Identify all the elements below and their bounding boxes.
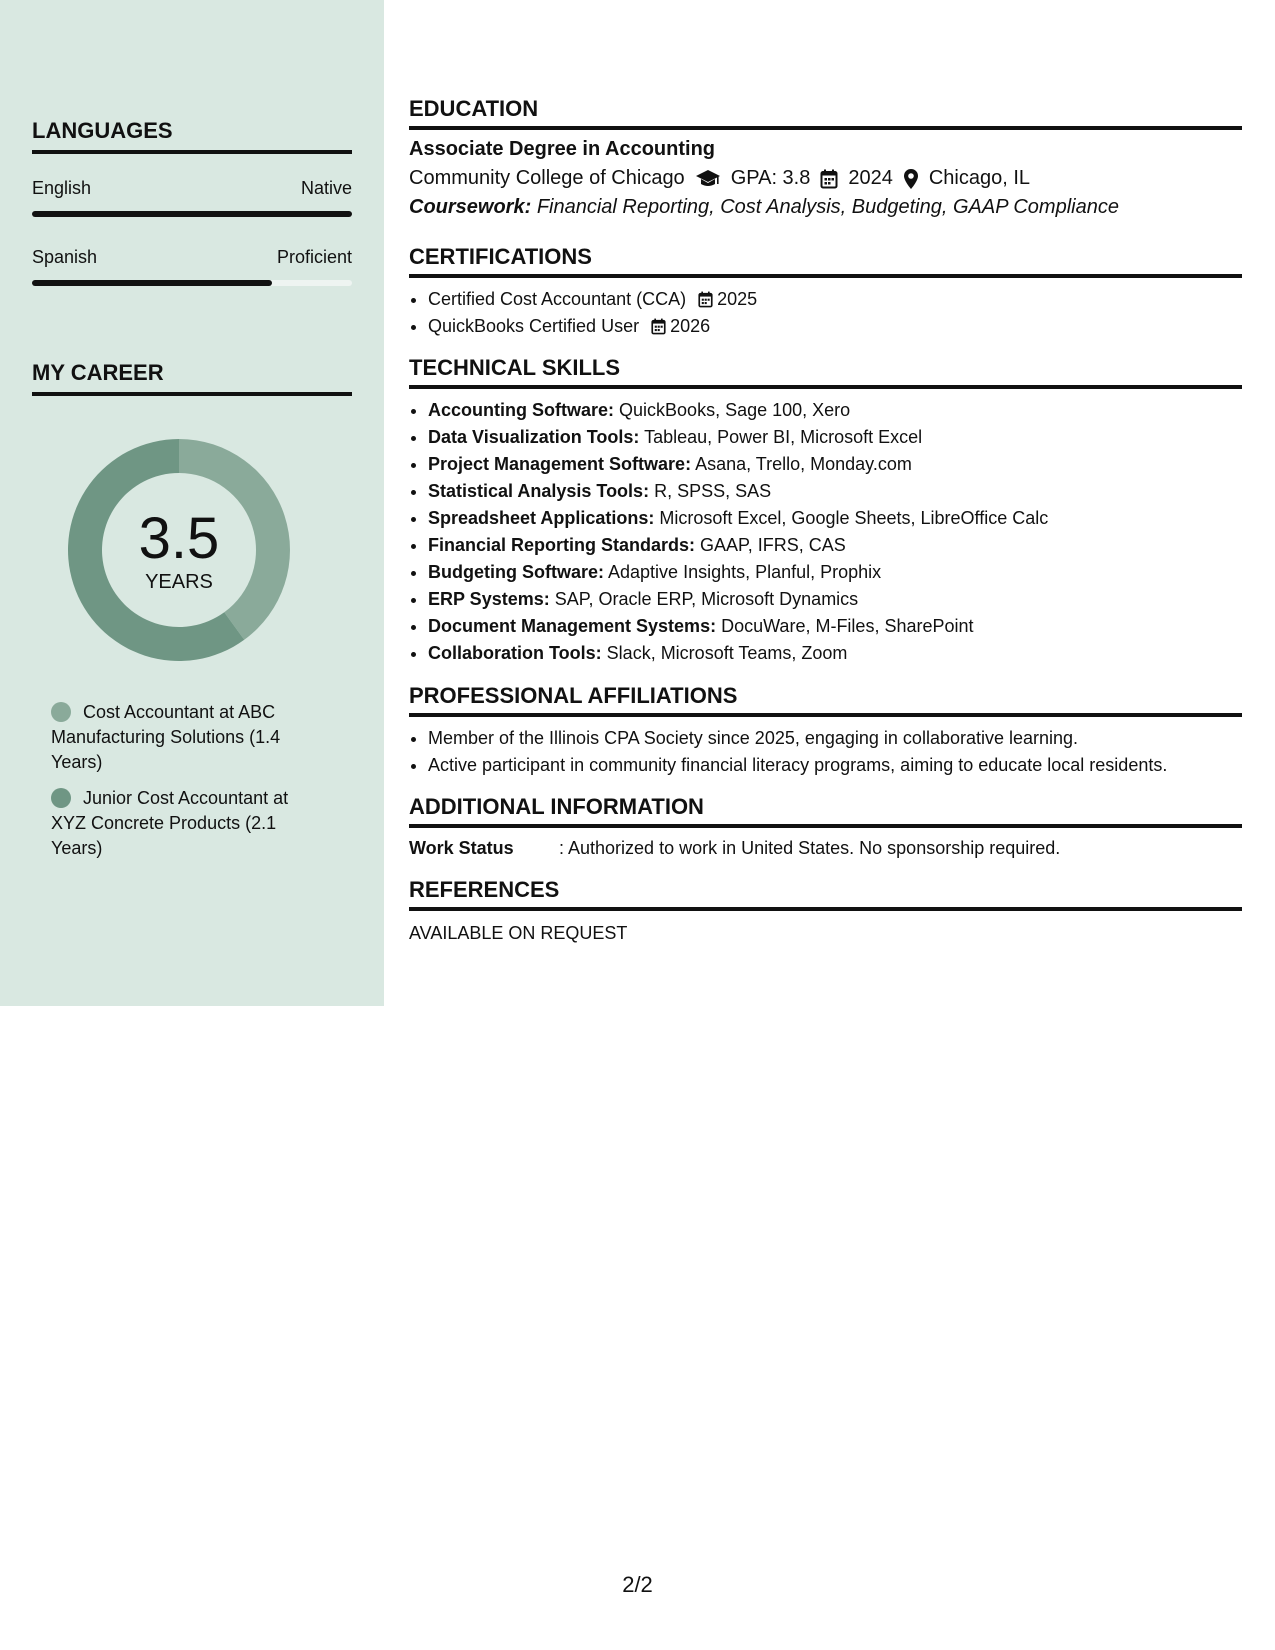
references-text: AVAILABLE ON REQUEST (409, 923, 628, 943)
language-name: Spanish (32, 247, 98, 267)
skill-value: Slack, Microsoft Teams, Zoom (606, 643, 848, 663)
calendar-icon (651, 318, 666, 335)
language-level-bar (32, 280, 352, 286)
calendar-icon (820, 169, 838, 189)
list-item (428, 286, 1242, 313)
gpa: GPA: 3.8 (730, 167, 811, 189)
affiliations-list (409, 725, 1242, 779)
skill-label: Spreadsheet Applications: (428, 508, 655, 528)
skill-label: Project Management Software: (428, 454, 692, 474)
list-item (428, 424, 1242, 451)
skill-value: GAAP, IFRS, CAS (700, 535, 846, 555)
work-status-label: Work Status (409, 838, 514, 858)
sidebar (0, 0, 384, 1006)
certification-year: 2026 (670, 316, 711, 336)
language-row (32, 178, 352, 199)
list-item (428, 397, 1242, 424)
skill-value: Tableau, Power BI, Microsoft Excel (644, 427, 923, 447)
coursework-label: Coursework: (409, 196, 532, 218)
career-years-unit: YEARS (145, 571, 213, 593)
certifications-section (409, 244, 1242, 340)
calendar-icon (698, 291, 713, 308)
list-item (428, 613, 1242, 640)
skill-label: Accounting Software: (428, 400, 615, 420)
list-item (428, 478, 1242, 505)
skill-label: Data Visualization Tools: (428, 427, 640, 447)
language-name: English (32, 178, 92, 198)
skill-label: ERP Systems: (428, 589, 550, 609)
skill-label: Budgeting Software: (428, 562, 604, 582)
career-donut-chart (66, 437, 292, 663)
list-item: • Active participant in community financial literacy programs, aiming to educate local residents. (428, 752, 1242, 779)
language-row (32, 247, 352, 268)
skill-value: DocuWare, M-Files, SharePoint (721, 616, 974, 636)
language-level-fill (32, 280, 272, 286)
career-item (51, 700, 311, 775)
languages-title: LANGUAGES (32, 118, 352, 154)
graduation-year: 2024 (848, 167, 893, 189)
list-item (428, 505, 1242, 532)
skills-list (409, 397, 1242, 667)
certification-year: 2025 (717, 289, 758, 309)
skills-section (409, 355, 1242, 667)
school-location: Chicago, IL (928, 167, 1031, 189)
languages-section (32, 118, 352, 286)
skill-value: Microsoft Excel, Google Sheets, LibreOffice Calc (659, 508, 1049, 528)
skill-label: Collaboration Tools: (428, 643, 602, 663)
career-total-years: 3.5 (138, 506, 220, 571)
skill-label: Document Management Systems: (428, 616, 717, 636)
graduation-cap-icon (695, 169, 721, 189)
work-status-value: : Authorized to work in United States. No sponsorship required. (559, 838, 1061, 858)
career-section (32, 360, 352, 396)
list-item (428, 640, 1242, 667)
references-section (409, 877, 1242, 944)
skills-title: TECHNICAL SKILLS (409, 355, 1242, 389)
skill-value: QuickBooks, Sage 100, Xero (619, 400, 851, 420)
school-name: Community College of Chicago (409, 167, 685, 189)
career-item-label: Junior Cost Accountant at XYZ Concrete Products (2.1 Years) (51, 788, 289, 858)
career-item (51, 786, 311, 861)
certification-name: • QuickBooks Certified User (428, 316, 640, 336)
language-level: Proficient (276, 247, 352, 267)
skill-value: R, SPSS, SAS (654, 481, 772, 501)
certification-name: • Certified Cost Accountant (CCA) (428, 289, 687, 309)
affiliations-title: PROFESSIONAL AFFILIATIONS (409, 683, 1242, 717)
skill-value: SAP, Oracle ERP, Microsoft Dynamics (554, 589, 859, 609)
degree-name: Associate Degree in Accounting (409, 138, 715, 160)
list-item (428, 586, 1242, 613)
skill-value: Adaptive Insights, Planful, Prophix (608, 562, 882, 582)
list-item (428, 532, 1242, 559)
education-title: EDUCATION (409, 96, 1242, 130)
list-item: • Member of the Illinois CPA Society since 2025, engaging in collaborative learning. (428, 725, 1242, 752)
language-level-bar (32, 211, 352, 217)
language-level: Native (300, 178, 352, 198)
references-title: REFERENCES (409, 877, 1242, 911)
career-dot-icon (51, 702, 71, 722)
donut-center (66, 437, 292, 663)
certifications-title: CERTIFICATIONS (409, 244, 1242, 278)
education-details (409, 167, 1242, 190)
coursework-value: Financial Reporting, Cost Analysis, Budgeting, GAAP Compliance (536, 196, 1119, 218)
skill-label: Statistical Analysis Tools: (428, 481, 650, 501)
affiliations-section (409, 683, 1242, 779)
coursework (409, 196, 1242, 219)
education-section (409, 96, 1242, 219)
additional-section (409, 794, 1242, 859)
career-item-label: Cost Accountant at ABC Manufacturing Solutions (1.4 Years) (51, 702, 281, 772)
languages-list (32, 178, 352, 286)
certifications-list (409, 286, 1242, 340)
additional-title: ADDITIONAL INFORMATION (409, 794, 1242, 828)
career-dot-icon (51, 788, 71, 808)
location-pin-icon (903, 168, 919, 190)
list-item (428, 451, 1242, 478)
work-status-row (409, 838, 1242, 859)
language-level-fill (32, 211, 352, 217)
page-indicator: 2/2 (622, 1572, 653, 1597)
skill-value: Asana, Trello, Monday.com (695, 454, 912, 474)
list-item (428, 559, 1242, 586)
skill-label: Financial Reporting Standards: (428, 535, 696, 555)
list-item (428, 313, 1242, 340)
career-title: MY CAREER (32, 360, 352, 396)
